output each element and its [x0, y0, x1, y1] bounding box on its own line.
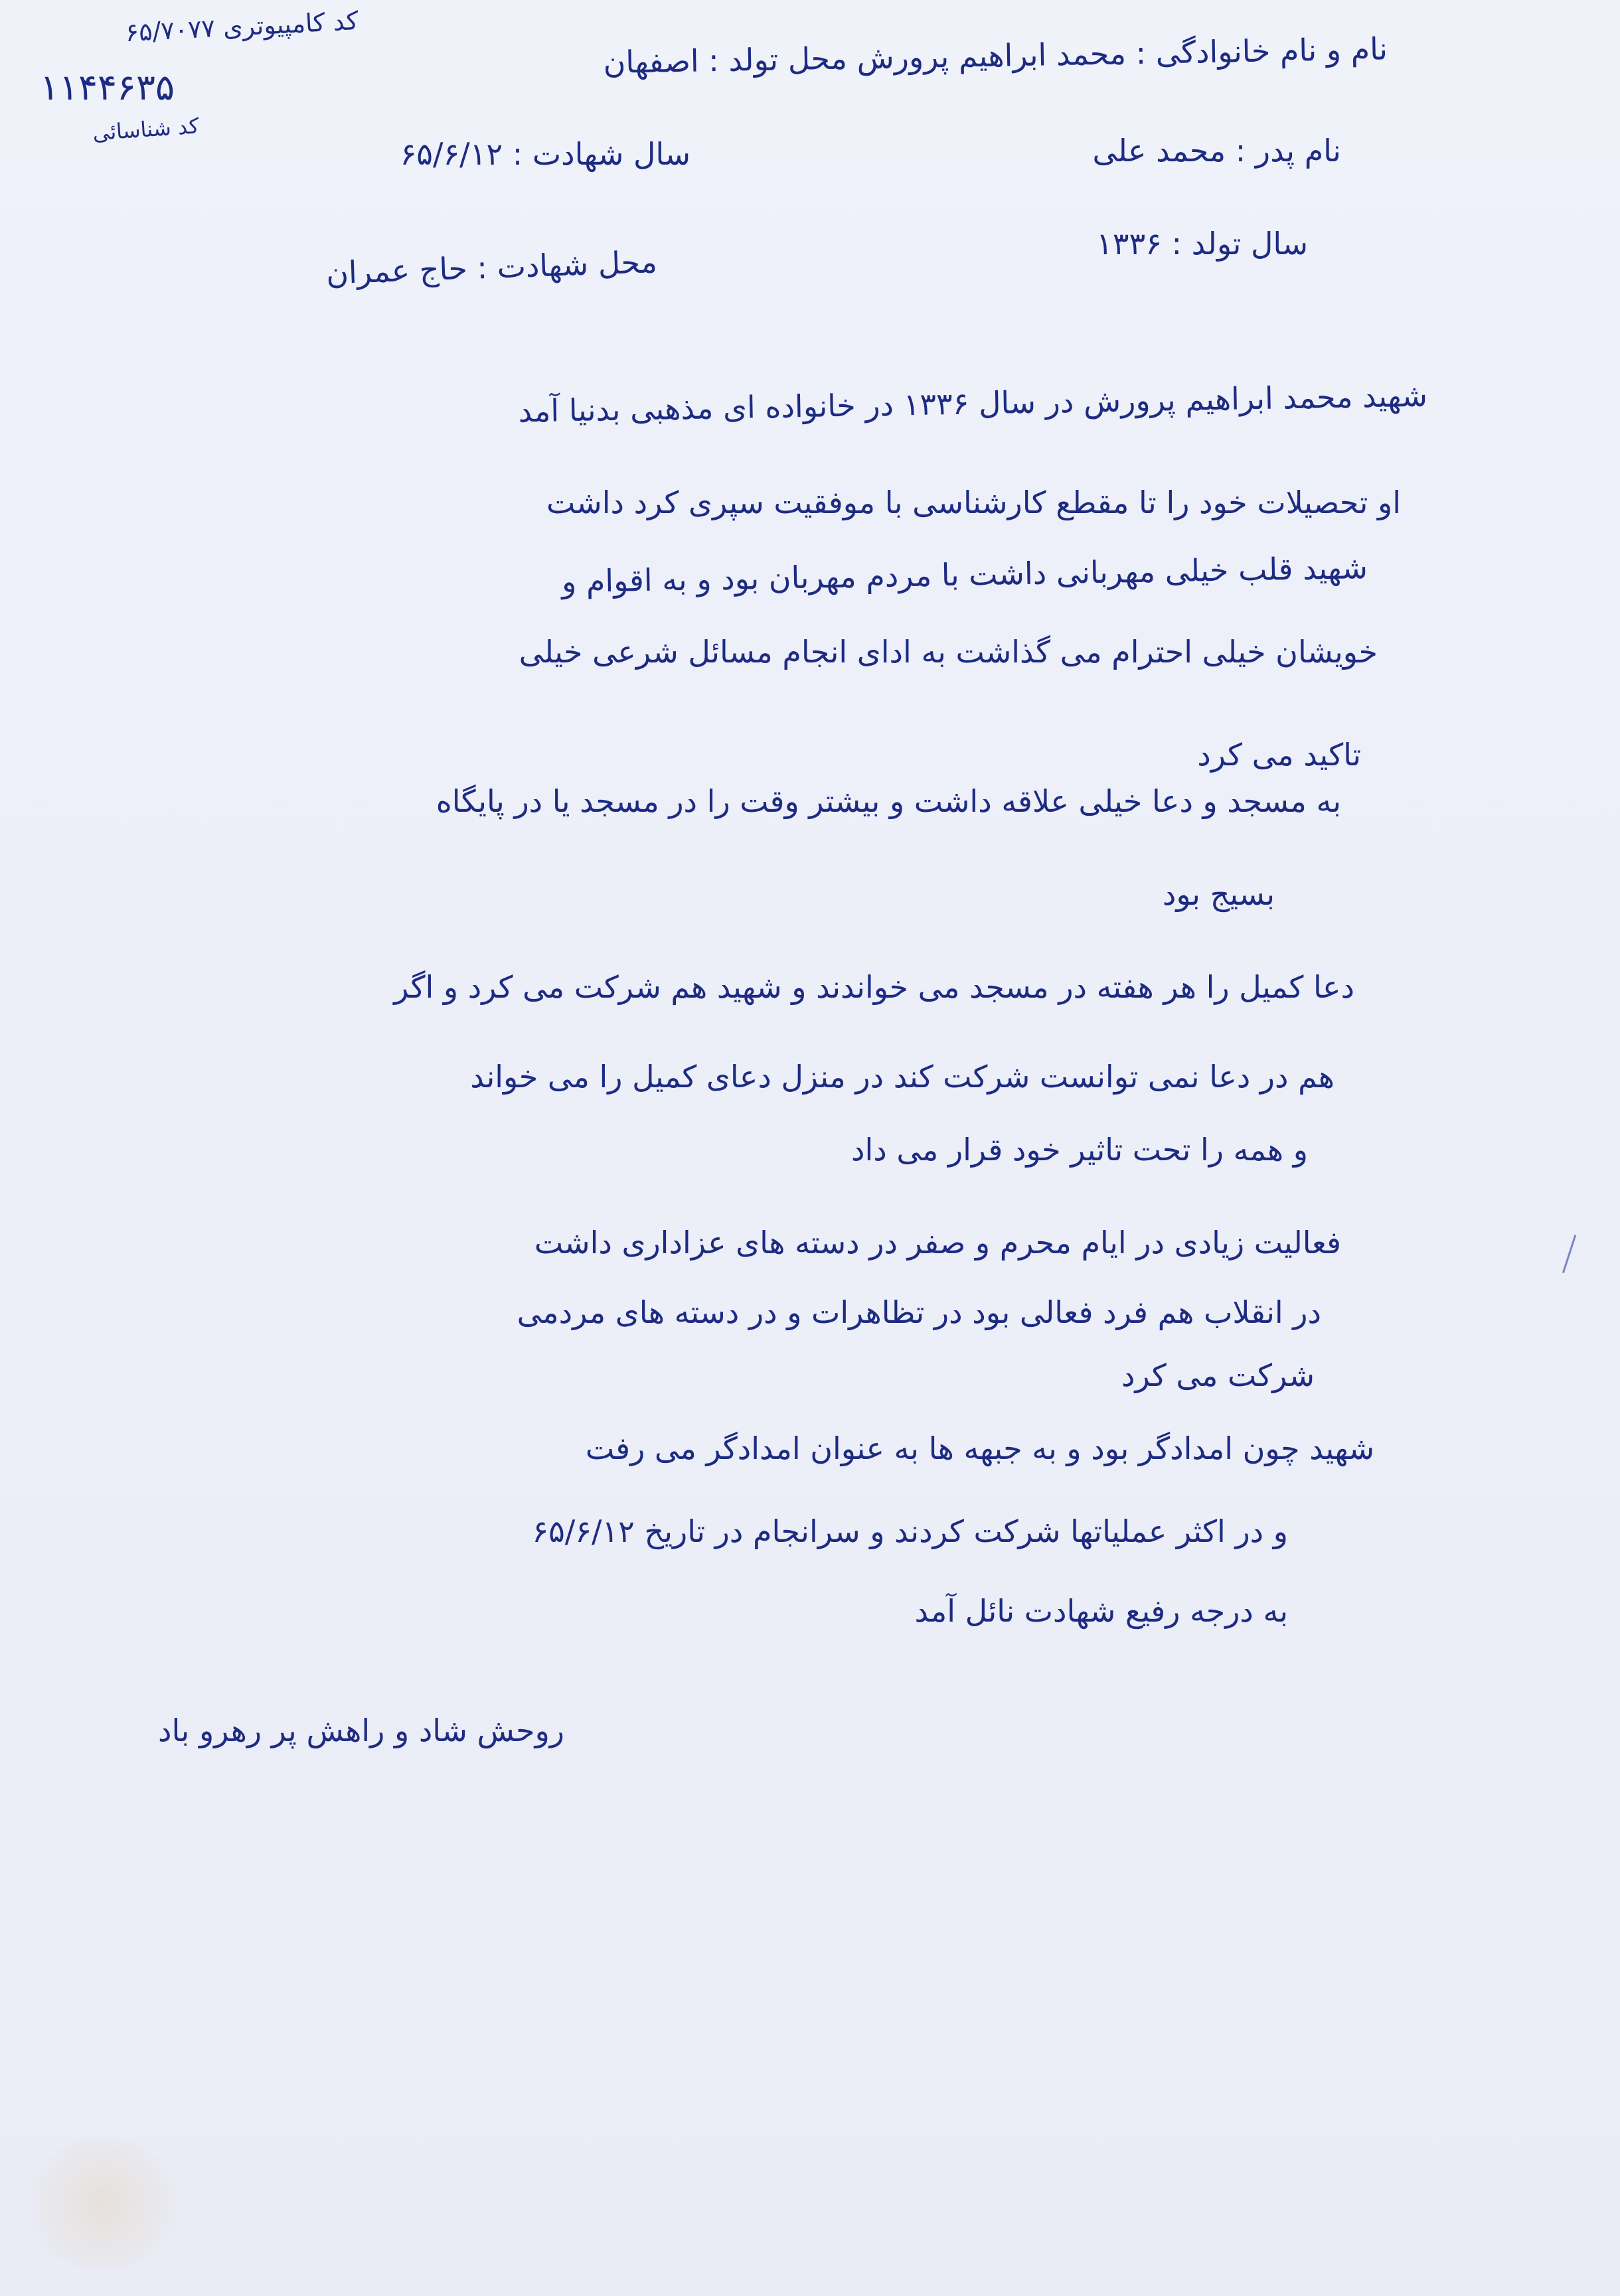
body-line: و همه را تحت تاثیر خود قرار می داد: [850, 1132, 1308, 1168]
body-line: او تحصیلات خود را تا مقطع کارشناسی با موفقیت سپری کرد داشت: [546, 485, 1401, 520]
body-line: دعا کمیل را هر هفته در مسجد می خواندند و شهید هم شرکت می کرد و اگر: [394, 969, 1354, 1005]
id-label-note: کد شناسائی: [92, 113, 200, 146]
name-and-birthplace-field: نام و نام خانوادگی : محمد ابراهیم پرورش محل تولد : اصفهان: [603, 31, 1388, 81]
father-name-field: نام پدر : محمد علی: [1092, 133, 1341, 169]
body-line: تاکید می کرد: [1197, 737, 1361, 773]
closing-line: روحش شاد و راهش پر رهرو باد: [158, 1713, 564, 1748]
body-line: شهید قلب خیلی مهربانی داشت با مردم مهربان بود و به اقوام و: [561, 549, 1368, 600]
birth-year-field: سال تولد : ۱۳۳۶: [1096, 226, 1308, 262]
martyrdom-date-field: سال شهادت : ۶۵/۶/۱۲: [400, 136, 690, 172]
body-line: و در اکثر عملیاتها شرکت کردند و سرانجام در تاریخ ۶۵/۶/۱۲: [532, 1513, 1288, 1549]
body-line: به درجه رفیع شهادت نائل آمد: [914, 1593, 1288, 1629]
martyrdom-place-field: محل شهادت : حاج عمران: [325, 244, 658, 291]
margin-pen-mark: [1562, 1235, 1580, 1274]
body-line: خویشان خیلی احترام می گذاشت به ادای انجام مسائل شرعی خیلی: [519, 634, 1378, 670]
body-line: بسیج بود: [1162, 876, 1275, 912]
body-line: فعالیت زیادی در ایام محرم و صفر در دسته های عزاداری داشت: [534, 1225, 1341, 1261]
body-line: هم در دعا نمی توانست شرکت کند در منزل دعای کمیل را می خواند: [470, 1059, 1335, 1095]
body-line: در انقلاب هم فرد فعالی بود در تظاهرات و در دسته های مردمی: [517, 1294, 1321, 1330]
body-line: به مسجد و دعا خیلی علاقه داشت و بیشتر وقت را در مسجد یا در پایگاه: [436, 783, 1341, 819]
paper-stain: [27, 2137, 179, 2270]
id-number-note: ۱۱۴۴۶۳۵: [40, 66, 175, 108]
body-line: شرکت می کرد: [1121, 1357, 1315, 1393]
code-computer-note: کد کامپیوتری ۶۵/۷۰۷۷: [124, 5, 359, 48]
body-line: شهید محمد ابراهیم پرورش در سال ۱۳۳۶ در خانواده ای مذهبی بدنیا آمد: [518, 377, 1428, 429]
body-line: شهید چون امدادگر بود و به جبهه ها به عنوان امدادگر می رفت: [585, 1430, 1374, 1466]
